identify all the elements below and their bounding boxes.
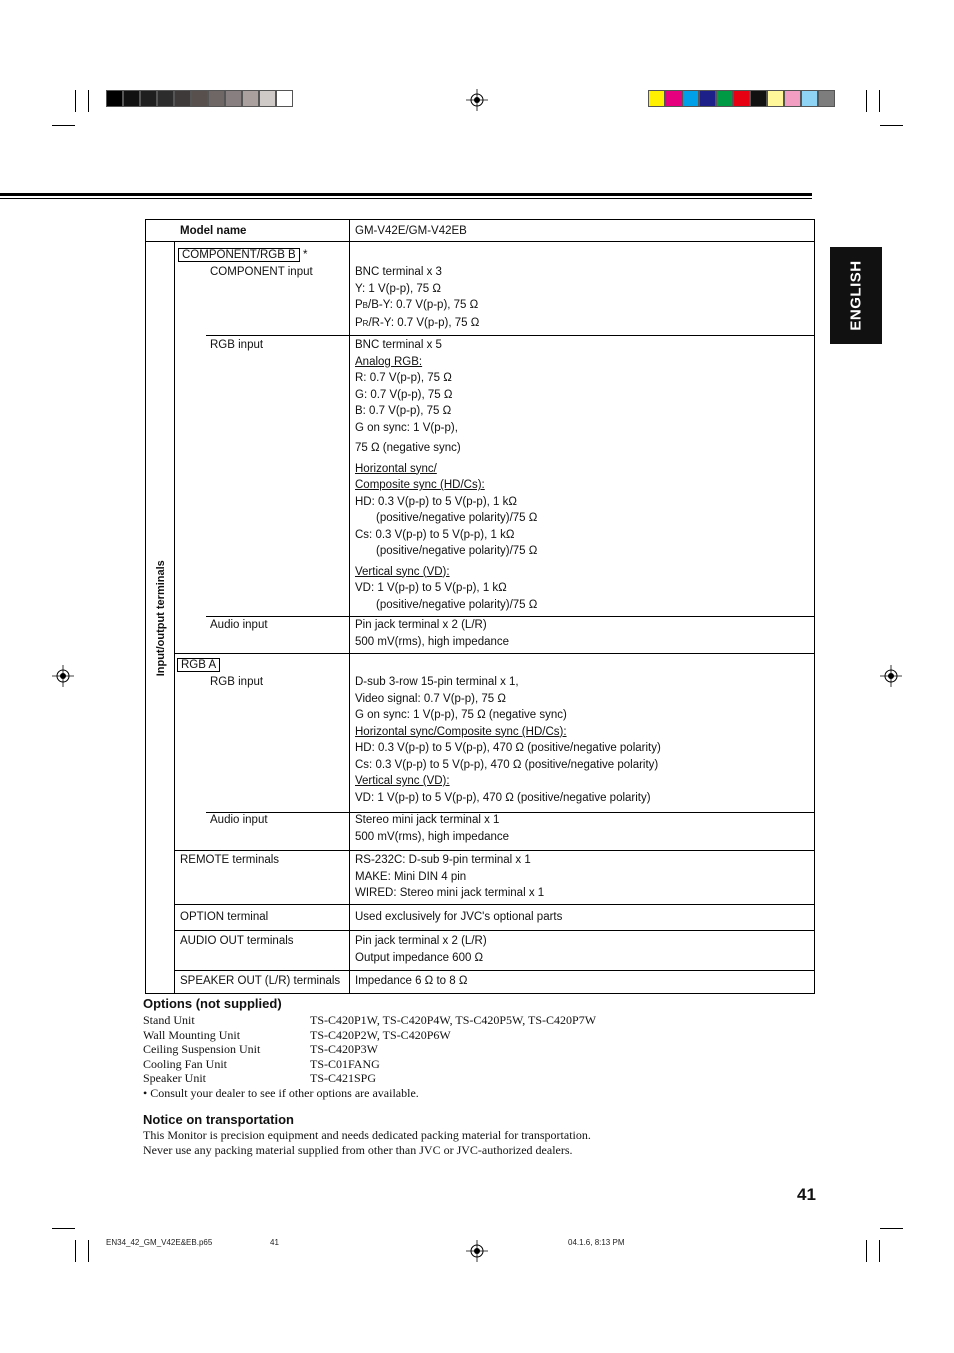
- crop-mark: [88, 90, 89, 112]
- model-name-label: Model name: [180, 225, 247, 237]
- color-swatch: [106, 90, 123, 107]
- color-swatch-strip: [648, 90, 835, 107]
- registration-mark-icon: [52, 665, 74, 687]
- color-swatch: [784, 90, 801, 107]
- table-divider: [174, 904, 814, 905]
- table-divider: [174, 241, 175, 993]
- rgb-a-rgb-input-label: RGB input: [210, 676, 264, 688]
- table-divider: [146, 241, 814, 242]
- rgb-b-group-label: [178, 247, 307, 264]
- page-number: 41: [797, 1185, 816, 1204]
- rgb-b-label: COMPONENT/RGB B: [178, 248, 300, 262]
- crop-mark: [866, 90, 867, 112]
- registration-mark-icon: [466, 89, 488, 111]
- registration-mark-icon: [880, 665, 902, 687]
- color-swatch: [225, 90, 242, 107]
- table-divider: [174, 970, 814, 971]
- color-swatch: [716, 90, 733, 107]
- color-swatch: [157, 90, 174, 107]
- rgb-a-group-label: [177, 657, 220, 674]
- rgb-b-audio-input-label: Audio input: [210, 619, 268, 631]
- color-swatch: [140, 90, 157, 107]
- crop-mark: [88, 1240, 89, 1262]
- component-input-value: BNC terminal x 3 Y: 1 V(p-p), 75 Ω PB/B-Y: 0.7 V(p-p), 75 Ω PR/R-Y: 0.7 V(p-p), 75 Ω: [355, 266, 480, 329]
- table-divider: [206, 812, 814, 813]
- color-swatch: [648, 90, 665, 107]
- speaker-out-label: SPEAKER OUT (L/R) terminals: [180, 975, 341, 987]
- rgb-a-audio-input-value: Stereo mini jack terminal x 1 500 mV(rms), high impedance: [355, 814, 510, 843]
- color-swatch: [174, 90, 191, 107]
- transport-heading: Notice on transportation: [143, 1112, 294, 1127]
- language-tab: [830, 247, 882, 344]
- footer-file: EN34_42_GM_V42E&EB.p65: [106, 1238, 213, 1247]
- audio-out-value: Pin jack terminal x 2 (L/R) Output impedance 600 Ω: [355, 935, 487, 964]
- registration-mark-icon: [466, 1240, 488, 1262]
- color-swatch: [682, 90, 699, 107]
- list-item: Cooling Fan Unit TS-C01FANG: [143, 1056, 380, 1071]
- crop-mark: [866, 1240, 867, 1262]
- crop-mark: [879, 90, 880, 112]
- options-heading: Options (not supplied): [143, 996, 282, 1011]
- model-name-value: GM-V42E/GM-V42EB: [355, 225, 467, 237]
- gray-swatch-strip: [106, 90, 293, 107]
- crop-mark: [880, 1228, 903, 1229]
- color-swatch: [242, 90, 259, 107]
- footer-page: 41: [270, 1238, 279, 1247]
- crop-mark: [75, 1240, 76, 1262]
- color-swatch: [733, 90, 750, 107]
- crop-mark: [880, 125, 903, 126]
- option-terminal-value: Used exclusively for JVC's optional parts: [355, 911, 563, 923]
- options-note: • Consult your dealer to see if other options are available.: [143, 1085, 419, 1100]
- footnote-asterisk: *: [302, 249, 308, 261]
- rgb-b-rgb-input-value: BNC terminal x 5 Analog RGB: R: 0.7 V(p-p), 75 Ω G: 0.7 V(p-p), 75 Ω B: 0.7 V(p-p), 75 Ω G on sync: 1 V(p-p), 75 Ω (negative sync) Horizontal sync/ Composite sync (HD/Cs): HD: 0.3 V(p-p) to 5 V(p-p), 1 kΩ (positive/negative polarity)/75 Ω Cs: 0.3 V(p-p) to 5 V(p-p), 1 kΩ (positive/negative polarity)/75 Ω Vertical sync (VD): VD: 1 V(p-p) to 5 V(p-p), 1 kΩ (positive/negative polarity)/75 Ω: [355, 339, 538, 611]
- color-swatch: [801, 90, 818, 107]
- crop-mark: [75, 90, 76, 112]
- remote-terminals-value: RS-232C: D-sub 9-pin terminal x 1 MAKE: Mini DIN 4 pin WIRED: Stereo mini jack terminal x 1: [355, 854, 545, 899]
- remote-terminals-label: REMOTE terminals: [180, 854, 280, 866]
- rgb-a-label: RGB A: [177, 658, 220, 672]
- crop-mark: [52, 1228, 75, 1229]
- transport-text: This Monitor is precision equipment and needs dedicated packing material for transportation. Never use any packing material supplied from other than JVC or JVC-authorized dealers.: [143, 1128, 591, 1157]
- rgb-b-rgb-input-label: RGB input: [210, 339, 264, 351]
- speaker-out-value: Impedance 6 Ω to 8 Ω: [355, 975, 468, 987]
- header-rule-thin: [0, 198, 812, 199]
- table-divider: [174, 930, 814, 931]
- color-swatch: [259, 90, 276, 107]
- rgb-b-audio-input-value: Pin jack terminal x 2 (L/R) 500 mV(rms), high impedance: [355, 619, 510, 648]
- rgb-a-rgb-input-value: D-sub 3-row 15-pin terminal x 1, Video signal: 0.7 V(p-p), 75 Ω G on sync: 1 V(p-p), 75 Ω (negative sync) Horizontal sync/Composite sync (HD/Cs): HD: 0.3 V(p-p) to 5 V(p-p), 470 Ω (positive/negative polarity) Cs: 0.3 V(p-p) to 5 V(p-p), 470 Ω (positive/negative polarity) Vertical sync (VD): VD: 1 V(p-p) to 5 V(p-p), 470 Ω (positive/negative polarity): [355, 676, 661, 804]
- table-divider: [206, 335, 814, 336]
- color-swatch: [191, 90, 208, 107]
- color-swatch: [750, 90, 767, 107]
- table-divider: [206, 616, 814, 617]
- language-tab-label: ENGLISH: [847, 260, 865, 331]
- options-list: [143, 1013, 743, 1101]
- color-swatch: [699, 90, 716, 107]
- group-label: Input/output terminals: [154, 559, 167, 677]
- component-input-label: COMPONENT input: [210, 266, 313, 278]
- crop-mark: [52, 125, 75, 126]
- list-item: Stand Unit TS-C420P1W, TS-C420P4W, TS-C420P5W, TS-C420P7W: [143, 1013, 597, 1027]
- list-item: Speaker Unit TS-C421SPG: [143, 1071, 377, 1086]
- header-rule: [0, 193, 812, 196]
- table-divider: [174, 653, 814, 654]
- option-terminal-label: OPTION terminal: [180, 911, 269, 923]
- table-divider: [174, 850, 814, 851]
- footer-date: 04.1.6, 8:13 PM: [568, 1238, 625, 1247]
- color-swatch: [276, 90, 293, 107]
- crop-mark: [879, 1240, 880, 1262]
- color-swatch: [208, 90, 225, 107]
- audio-out-label: AUDIO OUT terminals: [180, 935, 294, 947]
- spec-table: [145, 219, 815, 994]
- list-item: Wall Mounting Unit TS-C420P2W, TS-C420P6W: [143, 1027, 451, 1042]
- list-item: Ceiling Suspension Unit TS-C420P3W: [143, 1042, 379, 1057]
- color-swatch: [665, 90, 682, 107]
- color-swatch: [818, 90, 835, 107]
- rgb-a-audio-input-label: Audio input: [210, 814, 268, 826]
- color-swatch: [123, 90, 140, 107]
- color-swatch: [767, 90, 784, 107]
